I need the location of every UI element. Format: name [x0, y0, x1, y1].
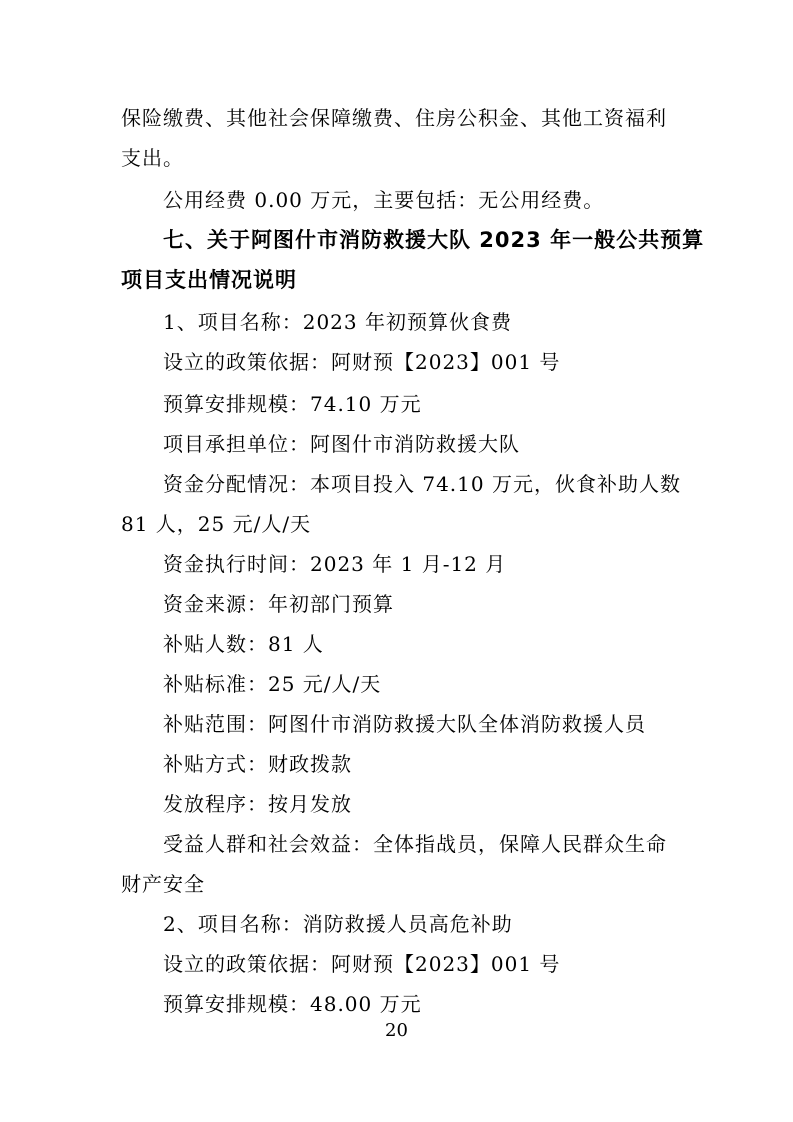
- body-text-line: 补贴标准：25 元/人/天: [163, 672, 382, 696]
- page-number: 20: [385, 1020, 408, 1041]
- body-text-line: 公用经费 0.00 万元，主要包括：无公用经费。: [163, 188, 605, 212]
- body-text-line: 补贴人数：81 人: [163, 632, 324, 656]
- body-text-line: 资金来源：年初部门预算: [163, 592, 394, 616]
- section-heading: 七、关于阿图什市消防救援大队 2023 年一般公共预算: [163, 228, 705, 252]
- body-text-line: 财产安全: [121, 872, 205, 896]
- body-text-line: 补贴范围：阿图什市消防救援大队全体消防救援人员: [163, 712, 646, 736]
- body-text-line: 支出。: [121, 146, 184, 170]
- body-text-line: 预算安排规模：74.10 万元: [163, 392, 422, 416]
- body-text-line: 资金执行时间：2023 年 1 月-12 月: [163, 552, 507, 576]
- body-text-line: 预算安排规模：48.00 万元: [163, 992, 422, 1016]
- body-text-line: 项目承担单位：阿图什市消防救援大队: [163, 432, 520, 456]
- section-heading: 项目支出情况说明: [121, 268, 297, 292]
- body-text-line: 保险缴费、其他社会保障缴费、住房公积金、其他工资福利: [121, 106, 667, 130]
- body-text-line: 受益人群和社会效益：全体指战员，保障人民群众生命: [163, 832, 667, 856]
- body-text-line: 资金分配情况：本项目投入 74.10 万元，伙食补助人数: [163, 472, 681, 496]
- body-text-line: 设立的政策依据：阿财预【2023】001 号: [163, 350, 561, 374]
- body-text-line: 发放程序：按月发放: [163, 792, 352, 816]
- body-text-line: 补贴方式：财政拨款: [163, 752, 352, 776]
- body-text-line: 设立的政策依据：阿财预【2023】001 号: [163, 952, 561, 976]
- project-title: 1、项目名称：2023 年初预算伙食费: [163, 310, 512, 334]
- body-text-line: 81 人，25 元/人/天: [121, 512, 312, 536]
- project-title: 2、项目名称：消防救援人员高危补助: [163, 912, 513, 936]
